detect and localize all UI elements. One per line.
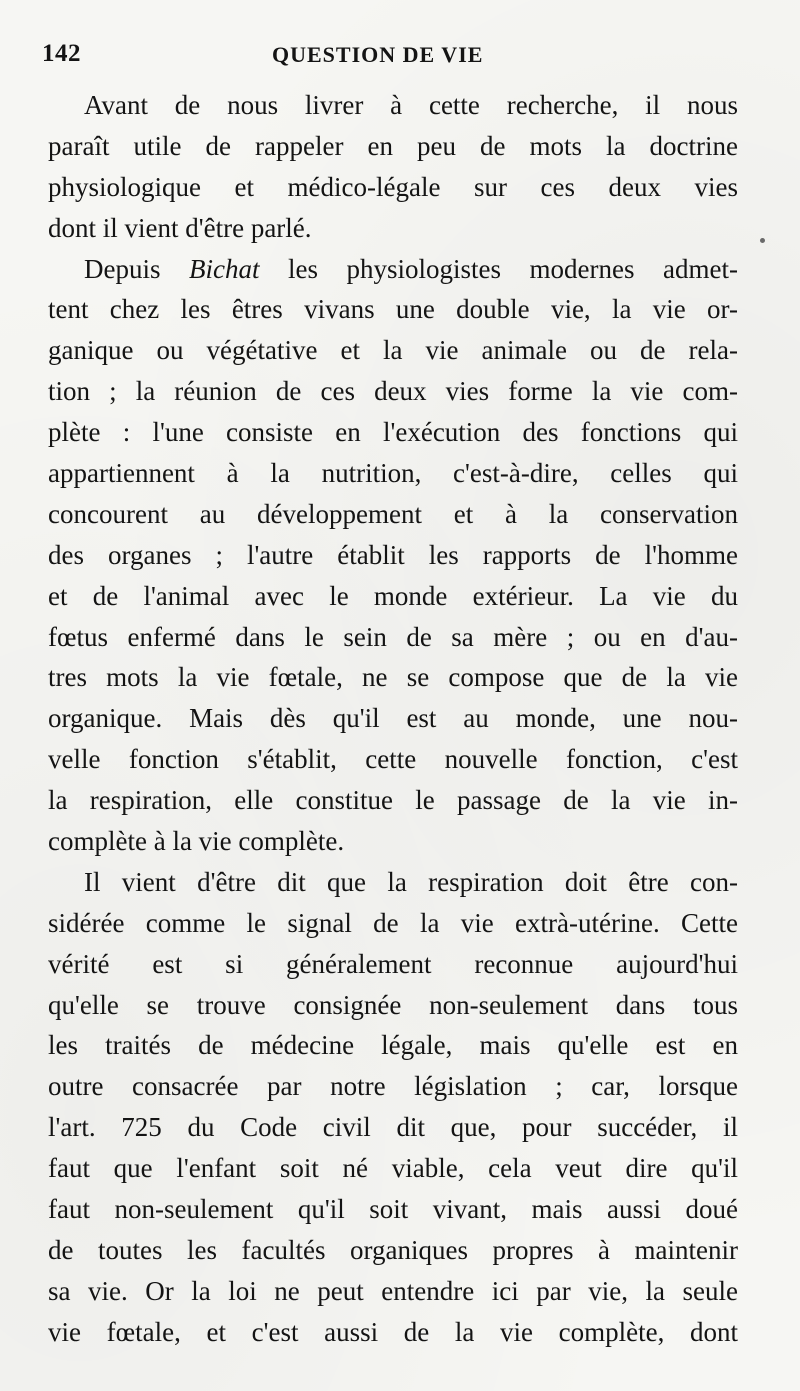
paragraph-2 <box>48 249 738 862</box>
text-line: dont il vient d'être parlé. <box>48 212 312 243</box>
body-text <box>48 85 738 1353</box>
text-line: des organes ; l'autre établit les rapports de l'homme <box>48 539 738 570</box>
text-line: organique. Mais dès qu'il est au monde, une nou- <box>48 703 738 734</box>
text-line: vérité est si généralement reconnue aujourd'hui <box>48 948 738 979</box>
text-line: sa vie. Or la loi ne peut entendre ici par vie, la seule <box>48 1275 738 1306</box>
text-line: plète : l'une consiste en l'exécution des fonctions qui <box>48 417 738 448</box>
paragraph-1 <box>48 85 738 249</box>
text-line: physiologique et médico-légale sur ces deux vies <box>48 171 738 202</box>
text-line: outre consacrée par notre législation ; car, lorsque <box>48 1071 738 1102</box>
page-number: 142 <box>42 40 81 67</box>
text-line: qu'elle se trouve consignée non-seulement dans tous <box>48 989 738 1020</box>
text-line: complète à la vie complète. <box>48 826 345 857</box>
text-line: sidérée comme le signal de la vie extrà-utérine. Cette <box>48 907 738 938</box>
running-title: QUESTION DE VIE <box>272 42 484 67</box>
text-line: la respiration, elle constitue le passage de la vie in- <box>48 785 738 816</box>
text-line: appartiennent à la nutrition, c'est-à-dire, celles qui <box>48 458 738 489</box>
text-line: tion ; la réunion de ces deux vies forme la vie com- <box>48 376 738 407</box>
text-line: et de l'animal avec le monde extérieur. La vie du <box>48 580 738 611</box>
text-line: faut que l'enfant soit né viable, cela veut dire qu'il <box>48 1153 738 1184</box>
text-line: vie fœtale, et c'est aussi de la vie complète, dont <box>48 1316 738 1347</box>
text-line: Il vient d'être dit que la respiration doit être con- <box>84 866 738 897</box>
text-line: velle fonction s'établit, cette nouvelle fonction, c'est <box>48 744 738 775</box>
text-line: Avant de nous livrer à cette recherche, il nous <box>84 90 738 120</box>
text-line: les traités de médecine légale, mais qu'elle est en <box>48 1030 738 1061</box>
text-line: tres mots la vie fœtale, ne se compose que de la vie <box>48 662 738 693</box>
paragraph-3 <box>48 862 738 1353</box>
text-line: faut non-seulement qu'il soit vivant, mais aussi doué <box>48 1194 738 1225</box>
page-header <box>42 40 742 74</box>
text-line: de toutes les facultés organiques propres à maintenir <box>48 1234 738 1265</box>
text-line: ganique ou végétative et la vie animale ou de rela- <box>48 335 738 366</box>
text-line: fœtus enfermé dans le sein de sa mère ; ou en d'au- <box>48 621 738 652</box>
text-line: concourent au développement et à la conservation <box>48 498 738 529</box>
text-line: tent chez les êtres vivans une double vie, la vie or- <box>48 294 738 325</box>
ink-speck <box>760 238 765 243</box>
italic-name: Bichat <box>189 253 260 284</box>
text-line: l'art. 725 du Code civil dit que, pour succéder, il <box>48 1112 738 1143</box>
text-line: paraît utile de rappeler en peu de mots la doctrine <box>48 130 738 161</box>
text-line: Depuis Bichat les physiologistes modernes admet- <box>84 253 738 284</box>
